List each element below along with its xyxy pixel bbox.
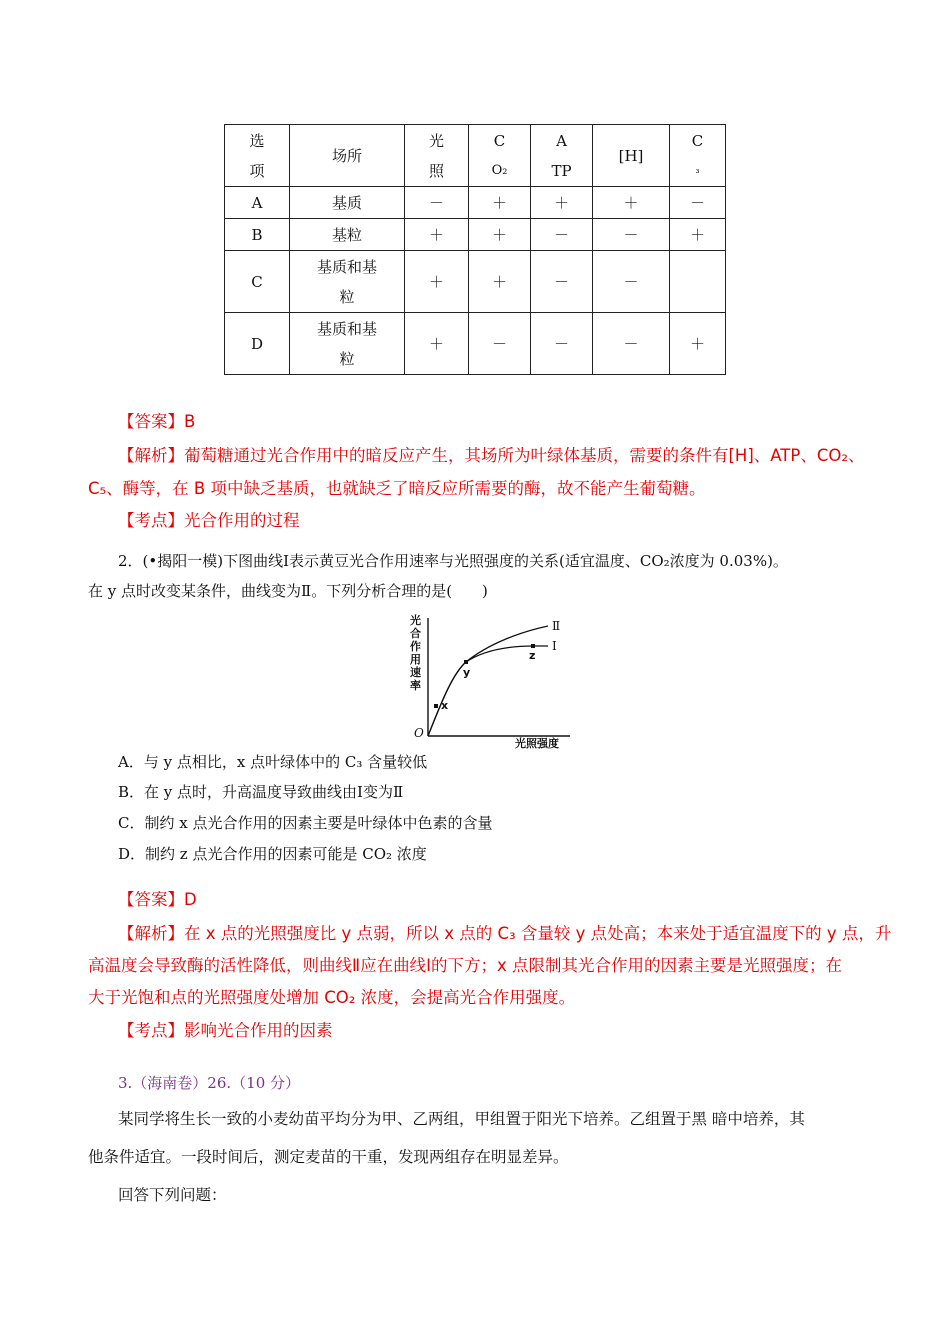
q1-analysis-line1: 【解析】葡萄糖通过光合作用中的暗反应产生，其场所为叶绿体基质，需要的条件有[H]、ATP、CO₂、 — [118, 446, 865, 465]
q1-answer: 【答案】B — [118, 412, 196, 431]
q2-analysis-line3: 大于光饱和点的光照强度处增加 CO₂ 浓度，会提高光合作用强度。 — [88, 988, 576, 1007]
q3-heading: 3.（海南卷）26.（10 分） — [118, 1074, 301, 1092]
row-b-option: B — [225, 219, 290, 251]
header-co2: C O₂ — [469, 125, 531, 187]
svg-text:光: 光 — [410, 614, 421, 627]
row-a-c3: － — [670, 187, 726, 219]
table-row — [225, 313, 726, 375]
q3-prompt: 回答下列问题： — [118, 1186, 227, 1204]
table-row — [225, 187, 726, 219]
q2-option-c: C．制约 x 点光合作用的因素主要是叶绿体中色素的含量 — [118, 814, 493, 832]
q2-analysis-line1: 【解析】在 x 点的光照强度比 y 点弱，所以 x 点的 C₃ 含量较 y 点处高；本来处于适宜温度下的 y 点，升 — [118, 924, 892, 943]
q2-point: 【考点】影响光合作用的因素 — [118, 1021, 333, 1040]
row-c-c3 — [670, 251, 726, 313]
row-c-place: 基质和基 粒 — [290, 251, 405, 313]
row-c-co2: ＋ — [469, 251, 531, 313]
table-row — [225, 219, 726, 251]
row-a-light: － — [405, 187, 469, 219]
q2-answer: 【答案】D — [118, 890, 197, 909]
point-z-label: z — [529, 649, 536, 662]
origin-label: O — [414, 726, 424, 740]
svg-text:作: 作 — [410, 640, 421, 653]
row-d-light: ＋ — [405, 313, 469, 375]
svg-text:合: 合 — [410, 627, 421, 640]
point-x-label: x — [441, 699, 449, 712]
q3-body-line2: 他条件适宜。一段时间后，测定麦苗的干重，发现两组存在明显差异。 — [88, 1148, 569, 1166]
q1-analysis-line2: C₅、酶等，在 B 项中缺乏基质，也就缺乏了暗反应所需要的酶，故不能产生葡萄糖。 — [88, 479, 706, 498]
row-a-co2: ＋ — [469, 187, 531, 219]
curve-ii-label: Ⅱ — [552, 619, 561, 633]
point-x-marker — [434, 704, 438, 708]
curve-ii — [428, 626, 548, 736]
q2-option-d: D．制约 z 点光合作用的因素可能是 CO₂ 浓度 — [118, 845, 427, 863]
photosynthesis-graph — [400, 608, 580, 750]
point-y-label: y — [463, 666, 471, 679]
row-d-co2: － — [469, 313, 531, 375]
q2-analysis-line2: 高温度会导致酶的活性降低，则曲线Ⅱ应在曲线Ⅰ的下方；x 点限制其光合作用的因素主要是光照强度；在 — [88, 956, 842, 975]
row-b-place: 基粒 — [290, 219, 405, 251]
row-d-h: － — [593, 313, 670, 375]
row-b-h: － — [593, 219, 670, 251]
header-h: [H] — [593, 125, 670, 187]
row-a-h: ＋ — [593, 187, 670, 219]
point-z-marker — [531, 644, 535, 648]
row-b-atp: － — [531, 219, 593, 251]
row-b-c3: ＋ — [670, 219, 726, 251]
options-table — [224, 124, 726, 375]
header-light: 光 照 — [405, 125, 469, 187]
header-option: 选 项 — [225, 125, 290, 187]
row-d-place: 基质和基 粒 — [290, 313, 405, 375]
row-d-c3: ＋ — [670, 313, 726, 375]
q2-stem-line2: 在 y 点时改变某条件，曲线变为Ⅱ。下列分析合理的是( ) — [88, 582, 488, 600]
q2-option-a: A．与 y 点相比，x 点叶绿体中的 C₃ 含量较低 — [118, 753, 428, 771]
header-c3: C ₃ — [670, 125, 726, 187]
q2-stem-line1: 2．(•揭阳一模)下图曲线Ⅰ表示黄豆光合作用速率与光照强度的关系(适宜温度、CO₂浓度为 0.03%)。 — [118, 552, 788, 570]
point-y-marker — [464, 660, 468, 664]
row-d-option: D — [225, 313, 290, 375]
curve-i-label: Ⅰ — [552, 639, 557, 653]
row-c-option: C — [225, 251, 290, 313]
q3-body-line1: 某同学将生长一致的小麦幼苗平均分为甲、乙两组，甲组置于阳光下培养。乙组置于黑 暗中培养，其 — [118, 1110, 805, 1128]
q1-point: 【考点】光合作用的过程 — [118, 511, 300, 530]
row-b-co2: ＋ — [469, 219, 531, 251]
row-c-h: － — [593, 251, 670, 313]
svg-text:用: 用 — [410, 653, 421, 666]
row-c-atp: － — [531, 251, 593, 313]
x-axis-label: 光照强度 — [515, 737, 559, 750]
row-a-place: 基质 — [290, 187, 405, 219]
table-header-row — [225, 125, 726, 187]
table-row — [225, 251, 726, 313]
row-b-light: ＋ — [405, 219, 469, 251]
row-a-option: A — [225, 187, 290, 219]
header-place: 场所 — [290, 125, 405, 187]
row-d-atp: － — [531, 313, 593, 375]
y-axis-label — [410, 613, 421, 692]
svg-text:率: 率 — [410, 679, 421, 692]
row-a-atp: ＋ — [531, 187, 593, 219]
svg-text:速: 速 — [410, 666, 421, 679]
row-c-light: ＋ — [405, 251, 469, 313]
header-atp: A TP — [531, 125, 593, 187]
q2-option-b: B．在 y 点时，升高温度导致曲线由Ⅰ变为Ⅱ — [118, 783, 404, 801]
